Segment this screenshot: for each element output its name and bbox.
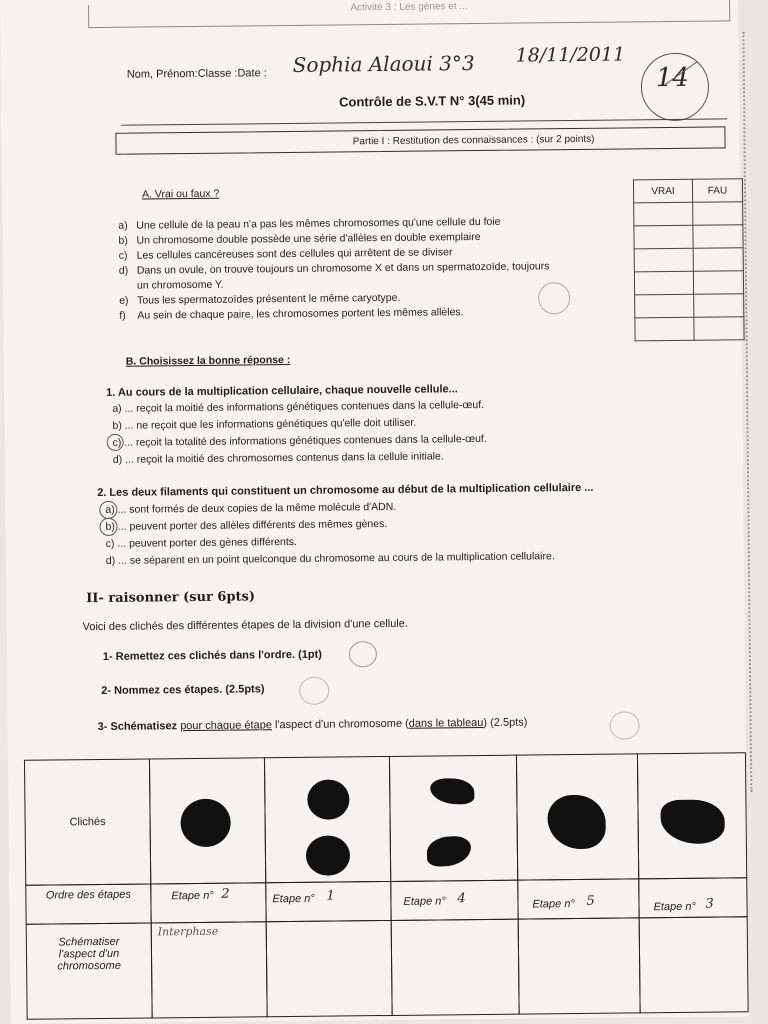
list-item: un chromosome Y.: [136, 278, 224, 292]
row-label-cell: Clichés: [24, 758, 151, 885]
part2-intro: Voici des clichés des différentes étapes de la division d'une cellule.: [82, 617, 409, 634]
list-item: c) Les cellules cancéreuses sont des cellules qui arrêtent de se diviser: [118, 246, 453, 262]
section-b-title: B. Choisissez la bonne réponse :: [125, 353, 291, 368]
part2-question-2: 2- Nommez ces étapes. (2.5pts): [101, 683, 265, 697]
q2-option-a[interactable]: a) ... sont formés de deux copies de la même molécule d'ADN.: [105, 500, 397, 516]
micrograph-chromosomes: [660, 799, 724, 844]
part2-question-1: 1- Remettez ces clichés dans l'ordre. (1pt): [102, 648, 322, 663]
correction-circle: [349, 641, 377, 667]
answer-cell[interactable]: [634, 202, 693, 226]
page-title: Contrôle de S.V.T N° 3(45 min): [339, 92, 526, 110]
schema-cell[interactable]: Interphase: [151, 921, 268, 1018]
q2-option-d[interactable]: d) ... se séparent en un point quelconque du chromosome au cours de la multiplication cellulaire.: [105, 550, 555, 567]
row-label-cell: Ordre des étapes: [25, 883, 151, 924]
correction-circle: [609, 711, 639, 739]
micrograph-chromosomes: [430, 778, 474, 804]
list-item: f) Au sein de chaque paire, les chromosomes portent les mêmes allèles.: [119, 306, 464, 322]
row-label-cell: Schématiser l'aspect d'un chromosome: [26, 922, 153, 1019]
title-rule: [121, 118, 727, 125]
header-strip: Activité 3 : Les gènes et ...: [88, 0, 730, 28]
order-cell[interactable]: Etape n° 5: [517, 878, 639, 919]
answer-cell[interactable]: [693, 248, 743, 272]
answer-cell[interactable]: [694, 317, 744, 341]
micrograph-cell: [516, 753, 639, 880]
list-item: e) Tous les spermatozoïdes présentent le même caryotype.: [119, 291, 401, 307]
order-cell[interactable]: Etape n° 1: [265, 881, 391, 922]
q1-option-c[interactable]: c) ... reçoit la totalité des informations génétiques contenues dans la cellule-œuf.: [112, 432, 487, 449]
order-cell[interactable]: Etape n° 4: [390, 880, 518, 921]
schema-cell[interactable]: [639, 916, 749, 1013]
order-cell[interactable]: Etape n° 2: [150, 882, 266, 923]
question-2: 2. Les deux filaments qui constituent un chromosome au début de la multiplication cellulaire ...: [97, 481, 594, 500]
schema-cell[interactable]: [391, 919, 520, 1016]
section-a-title: A. Vrai ou faux ?: [141, 187, 220, 201]
micrograph-chromosomes: [427, 836, 471, 866]
question-1: 1. Au cours de la multiplication cellulaire, chaque nouvelle cellule...: [106, 383, 458, 399]
q2-option-b[interactable]: b) ... peuvent porter des allèles différents des mêmes gènes.: [105, 517, 388, 533]
list-item: d) Dans un ovule, on trouve toujours un chromosome X et dans un spermatozoïde, toujours: [118, 260, 550, 277]
answer-cell[interactable]: [635, 317, 694, 341]
vrai-header: VRAI: [633, 179, 692, 203]
true-false-table: [633, 178, 745, 341]
answer-circle: [107, 434, 124, 451]
answer-circle: [99, 501, 117, 519]
answer-cell[interactable]: [692, 202, 742, 226]
binder-edge: [742, 32, 760, 792]
q1-option-a[interactable]: a) ... reçoit la moitié des informations génétiques contenues dans la cellule-œuf.: [112, 398, 485, 415]
answer-circle: [99, 518, 117, 536]
list-item: b) Un chromosome double possède une série d'allèles en double exemplaire: [118, 230, 481, 247]
answer-cell[interactable]: [635, 294, 694, 318]
micrograph-cell: [637, 752, 747, 879]
part2-title: II- raisonner (sur 6pts): [86, 589, 256, 607]
micrograph-nucleus: [307, 779, 349, 819]
id-label: Nom, Prénom:Classe :Date :: [126, 67, 267, 81]
micrograph-nucleus: [180, 799, 230, 848]
q1-option-b[interactable]: b) ... ne reçoit que les informations génétiques qu'elle doit utiliser.: [112, 416, 417, 432]
student-name: Sophia Alaoui 3°3: [292, 51, 475, 77]
part1-box: Partie I : Restitution des connaissances : (sur 2 points): [115, 126, 725, 154]
correction-circle: [299, 677, 329, 705]
correction-circle: [538, 282, 570, 314]
schema-cell[interactable]: [518, 917, 641, 1014]
stages-table: [24, 752, 749, 1020]
answer-cell[interactable]: [693, 294, 743, 318]
micrograph-cell: [389, 755, 518, 882]
grade-value: 14: [655, 62, 690, 94]
micrograph-nucleus: [306, 835, 350, 875]
answer-cell[interactable]: [634, 225, 693, 249]
list-item: a) Une cellule de la peau n'a pas les mêmes chromosomes qu'une cellule du foie: [118, 215, 501, 232]
answer-cell[interactable]: [634, 248, 693, 272]
micrograph-cell: [264, 756, 391, 883]
answer-cell[interactable]: [693, 225, 743, 249]
micrograph-cell: [149, 757, 266, 884]
q1-option-d[interactable]: d) ... reçoit la moitié des chromosomes contenus dans la cellule initiale.: [112, 450, 444, 466]
q2-option-c[interactable]: c) ... peuvent porter des gènes différents.: [105, 535, 298, 550]
schema-cell[interactable]: [266, 920, 393, 1017]
micrograph-chromosomes: [547, 795, 606, 850]
answer-cell[interactable]: [693, 271, 743, 295]
part2-question-3: 3- Schématisez pour chaque étape l'aspect d'un chromosome (dans le tableau) (2.5pts): [97, 716, 528, 734]
order-cell[interactable]: Etape n° 3: [638, 877, 747, 918]
exam-date: 18/11/2011: [515, 43, 626, 67]
faux-header: FAU: [692, 179, 742, 203]
answer-cell[interactable]: [634, 271, 693, 295]
